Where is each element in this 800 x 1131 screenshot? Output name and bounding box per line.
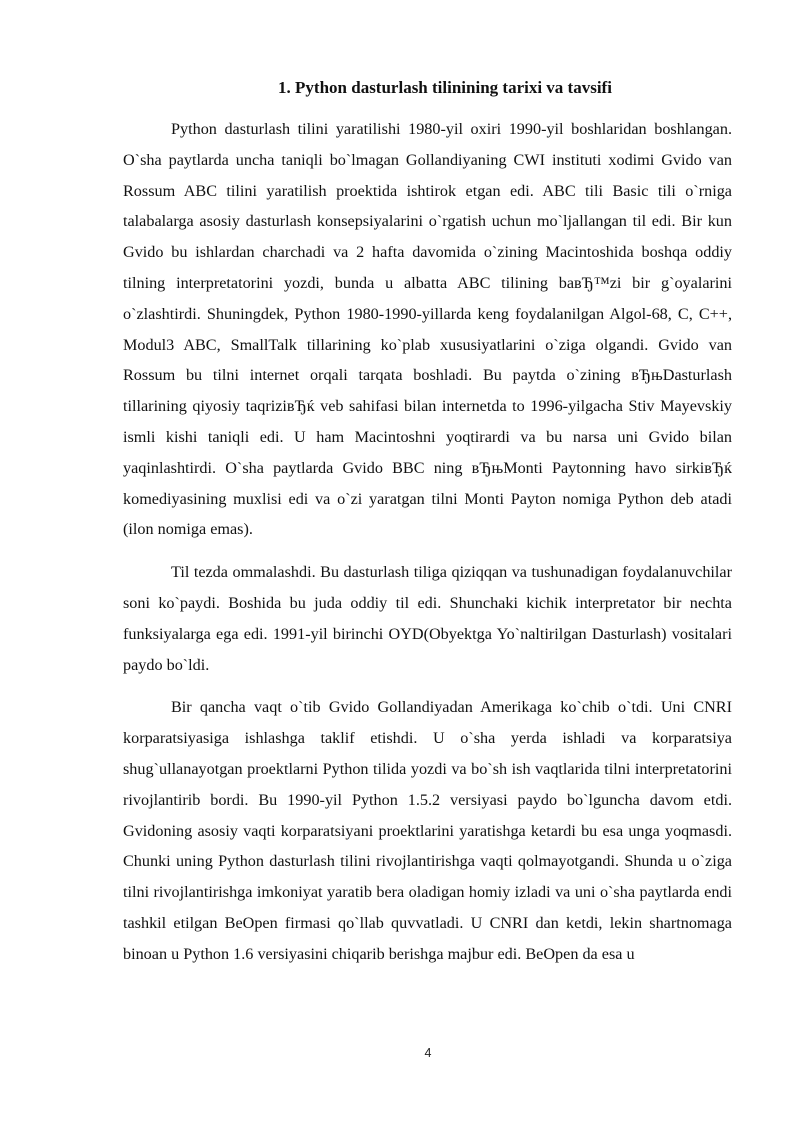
- paragraph-popularity: Til tezda ommalashdi. Bu dasturlash tiliga qiziqqan va tushunadigan foydalanuvchilar soni ko`paydi. Boshida bu juda oddiy til edi. Shunchaki kichik interpretator bir nechta funksiyalarga ega edi. 1991-yil birinchi OYD(Obyektga Yo`naltirilgan Dasturlash) vositalari paydo bo`ldi.: [123, 563, 732, 674]
- section-heading: 1. Python dasturlash tilinining tarixi va tavsifi: [278, 78, 612, 97]
- paragraph-history-origin: Python dasturlash tilini yaratilishi 1980-yil oxiri 1990-yil boshlaridan boshlangan. O`sha paytlarda uncha taniqli bo`lmagan Gollandiyaning CWI instituti xodimi Gvido van Rossum ABC tilini yaratilish proektida ishtirok etgan edi. ABC tili Basic tili o`rniga talabalarga asosiy dasturlash konsepsiyalarini o`rgatish uchun mo`ljallangan til edi. Bir kun Gvido bu ishlardan charchadi va 2 hafta davomida o`zining Macintoshida boshqa oddiy tilning interpretatorini yozdi, bunda u albatta ABC tilining baвЂ™zi bir g`oyalarini o`zlashtirdi. Shuningdek, Python 1980-1990-yillarda keng foydalanilgan Algol-68, C, C++, Modul3 ABC, SmallTalk tillarining ko`plab xususiyatlarini o`ziga olgandi. Gvido van Rossum bu tilni internet orqali tarqata boshladi. Bu paytda o`zining вЂњDasturlash tillarining qiyosiy taqriziвЂќ veb sahifasi bilan internetda to 1996-yilgacha Stiv Mayevskiy ismli kishi taniqli edi. U ham Macintoshni yoqtirardi va bu narsa uni Gvido bilan yaqinlashtirdi. O`sha paytlarda Gvido BBC ning вЂњMonti Paytonning havo sirkiвЂќ komediyasining muxlisi edi va o`zi yaratgan tilni Monti Payton nomiga Python deb atadi (ilon nomiga emas).: [123, 120, 732, 539]
- body-text: [123, 114, 732, 970]
- paragraph-cnri-beopen: Bir qancha vaqt o`tib Gvido Gollandiyadan Amerikaga ko`chib o`tdi. Uni CNRI korparatsiyasiga ishlashga taklif etishdi. U o`sha yerda ishladi va korparatsiya shug`ullanayotgan proektlarni Python tilida yozdi va bo`sh ish vaqtlarida tilni interpretatorini rivojlantirib bordi. Bu 1990-yil Python 1.5.2 versiyasi paydo bo`lguncha davom etdi. Gvidoning asosiy vaqti korparatsiyani proektlarini yaratishga ketardi bu esa unga yoqmasdi. Chunki uning Python dasturlash tilini rivojlantirishga vaqti qolmayotgandi. Shunda u o`ziga tilni rivojlantirishga imkoniyat yaratib bera oladigan homiy izladi va uni o`sha paytlarda endi tashkil etilgan BeOpen firmasi qo`llab quvvatladi. U CNRI dan ketdi, lekin shartnomaga binoan u Python 1.6 versiyasini chiqarib berishga majbur edi. BeOpen da esa u: [123, 698, 732, 963]
- page-number: 4: [424, 1046, 432, 1060]
